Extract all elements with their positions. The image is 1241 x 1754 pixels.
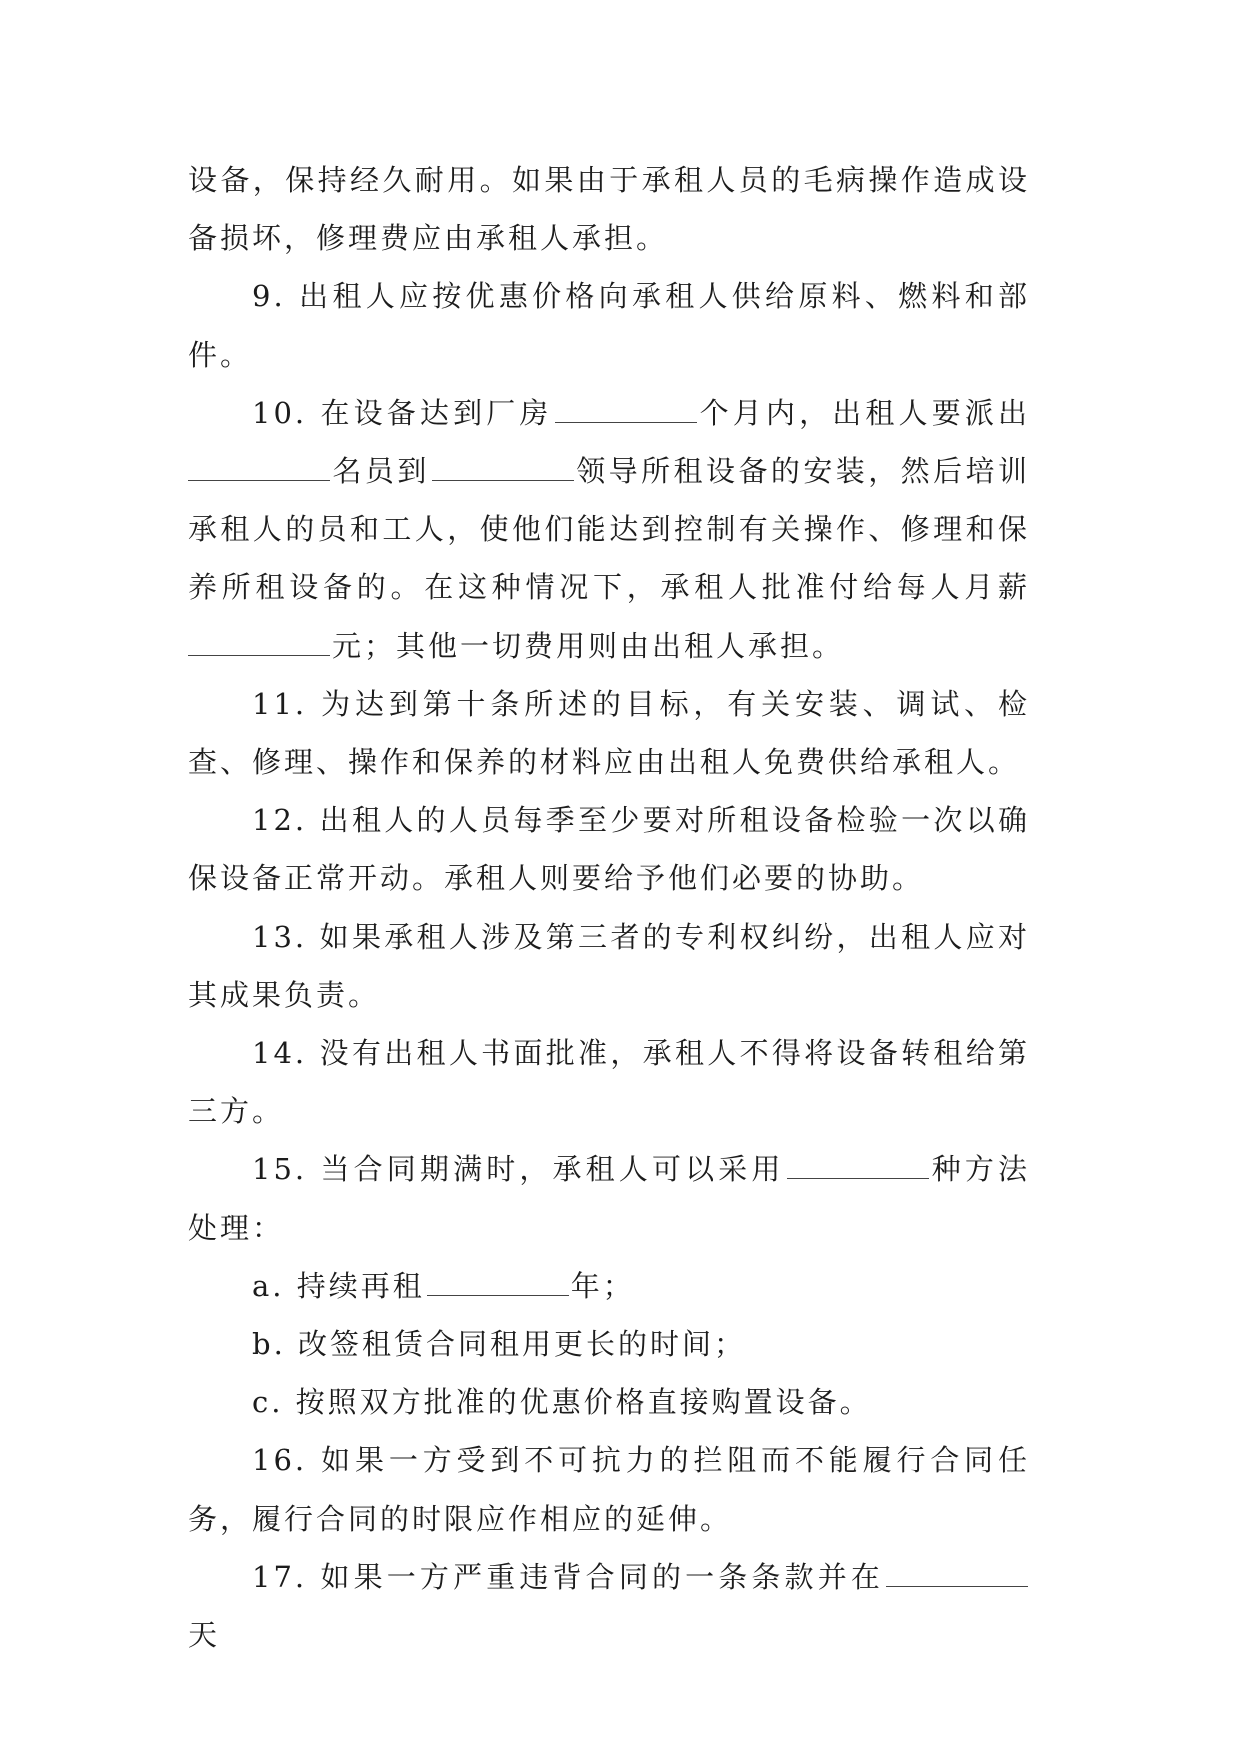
text-run: c. 按照双方批准的优惠价格直接购置设备。 [252, 1385, 872, 1420]
contract-body [188, 151, 1030, 1664]
clause-13 [188, 908, 1030, 1024]
clause-17 [188, 1548, 1030, 1664]
text-run: 名员到 [332, 454, 430, 489]
text-run: 10. 在设备达到厂房 [252, 395, 553, 430]
text-run: 天 [188, 1618, 221, 1653]
clause-14 [188, 1024, 1030, 1140]
text-run: b. 改签租赁合同租用更长的时间； [252, 1327, 747, 1362]
text-run: 种方法处理： [188, 1152, 1030, 1245]
clause-10 [188, 384, 1030, 675]
clause-11 [188, 675, 1030, 791]
text-run: 15. 当合同期满时，承租人可以采用 [252, 1152, 785, 1187]
clause-15-option-a [188, 1257, 1030, 1315]
fill-in-blank[interactable] [432, 458, 574, 481]
clause-15-option-c [188, 1373, 1030, 1431]
text-run: 16. 如果一方受到不可抗力的拦阻而不能履行合同任务，履行合同的时限应作相应的延伸。 [188, 1443, 1030, 1536]
fill-in-blank[interactable] [188, 458, 330, 481]
fill-in-blank[interactable] [427, 1273, 569, 1296]
text-run: 11. 为达到第十条所述的目标，有关安装、调试、检查、修理、操作和保养的材料应由出租人免费供给承租人。 [188, 686, 1030, 780]
clause-16 [188, 1431, 1030, 1547]
text-run: 13. 如果承租人涉及第三者的专利权纠纷，出租人应对其成果负责。 [188, 919, 1030, 1012]
text-run: 14. 没有出租人书面批准，承租人不得将设备转租给第三方。 [188, 1036, 1030, 1129]
text-run: 9. 出租人应按优惠价格向承租人供给原料、燃料和部件。 [188, 279, 1030, 372]
clause-12 [188, 791, 1030, 907]
fill-in-blank[interactable] [886, 1564, 1028, 1587]
text-run: 设备，保持经久耐用。如果由于承租人员的毛病操作造成设备损坏，修理费应由承租人承担。 [188, 163, 1030, 256]
fill-in-blank[interactable] [555, 400, 697, 423]
text-run: 12. 出租人的人员每季至少要对所租设备检验一次以确保设备正常开动。承租人则要给予他们必要的协助。 [188, 803, 1030, 896]
text-run: 元；其他一切费用则由出租人承担。 [332, 628, 845, 663]
fill-in-blank[interactable] [787, 1156, 929, 1179]
clause-9 [188, 267, 1030, 383]
text-run: 领导所租设备的安装，然后培训承租人的员和工人，使他们能达到控制有关操作、修理和保养所租设备的。在这种情况下，承租人批准付给每人月薪 [188, 454, 1030, 605]
text-run: a. 持续再租 [252, 1268, 425, 1303]
clause-15 [188, 1140, 1030, 1256]
text-run: 年； [570, 1268, 635, 1303]
clause-15-option-b [188, 1315, 1030, 1373]
text-run: 17. 如果一方严重违背合同的一条条款并在 [252, 1559, 884, 1594]
fill-in-blank[interactable] [188, 633, 330, 656]
text-run: 个月内，出租人要派出 [698, 395, 1030, 430]
paragraph-continued [188, 151, 1030, 267]
